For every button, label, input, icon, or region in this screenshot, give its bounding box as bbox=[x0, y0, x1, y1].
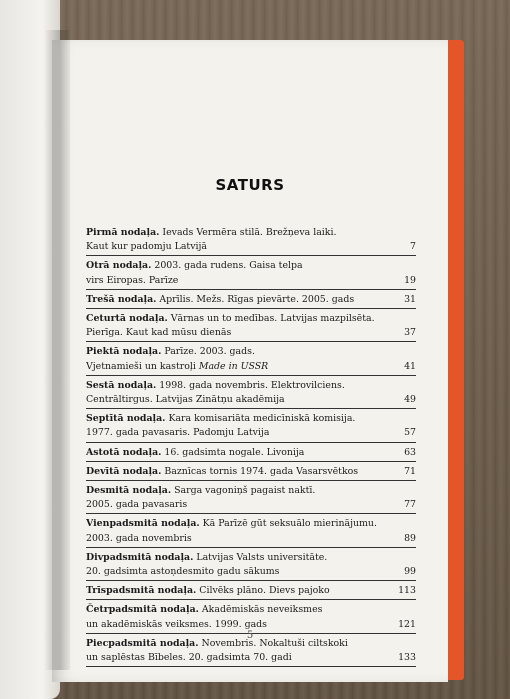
chapter-title-line: Aprīlis. Mežs. Rīgas pievārte. 2005. gads bbox=[159, 293, 355, 305]
toc-line bbox=[86, 517, 416, 531]
chapter-title-line: Sarga vagoniņš pagaist naktī. bbox=[174, 485, 316, 497]
page-ref: 77 bbox=[404, 499, 416, 511]
toc-line bbox=[86, 393, 416, 407]
chapter-title-line: Kā Parīzē gūt seksuālo mierinājumu. bbox=[202, 518, 377, 530]
chapter-label: Septītā nodaļa. bbox=[86, 413, 166, 425]
toc-line bbox=[86, 446, 416, 460]
chapter-label: Sestā nodaļa. bbox=[86, 379, 157, 391]
toc-entry bbox=[86, 637, 416, 667]
page-ref: 63 bbox=[404, 446, 416, 458]
toc-line bbox=[86, 274, 416, 288]
toc-line bbox=[86, 532, 416, 546]
toc-line bbox=[86, 345, 416, 359]
chapter-label: Vienpadsmitā nodaļa. bbox=[86, 518, 200, 530]
toc-line bbox=[86, 465, 416, 479]
toc-line bbox=[86, 412, 416, 426]
chapter-label: Piecpadsmitā nodaļa. bbox=[86, 637, 199, 649]
chapter-title-line: Novembris. Nokaltuši ciltskoki bbox=[201, 637, 348, 649]
page-ref: 71 bbox=[404, 465, 416, 477]
chapter-label: Piektā nodaļa. bbox=[86, 346, 162, 358]
book-page bbox=[52, 40, 448, 682]
chapter-label: Trīspadsmitā nodaļa. bbox=[86, 585, 197, 597]
toc-entry bbox=[86, 412, 416, 442]
chapter-label: Devītā nodaļa. bbox=[86, 465, 162, 477]
toc-entry bbox=[86, 259, 416, 289]
page-ref: 7 bbox=[410, 241, 416, 253]
chapter-title-line: Cilvēks plānо. Dievs pajoko bbox=[199, 585, 330, 597]
table-of-contents bbox=[86, 226, 416, 670]
chapter-title-line: un akadēmiskās veiksmes. 1999. gads bbox=[86, 618, 267, 630]
chapter-title-line: 2003. gada rudens. Gaisa telpa bbox=[154, 260, 303, 272]
chapter-title-line: un saplēstas Bībeles. 20. gadsimta 70. gadi bbox=[86, 652, 292, 664]
page-ref: 57 bbox=[404, 427, 416, 439]
page-ref: 113 bbox=[398, 585, 416, 597]
chapter-title-line: 1977. gada pavasaris. Padomju Latvija bbox=[86, 427, 270, 439]
page-ref: 37 bbox=[404, 327, 416, 339]
toc-entry bbox=[86, 345, 416, 375]
toc-line bbox=[86, 326, 416, 340]
chapter-title-line: 16. gadsimta nogale. Livonija bbox=[164, 446, 305, 458]
toc-entry bbox=[86, 465, 416, 481]
chapter-title-line: 2005. gada pavasaris bbox=[86, 499, 188, 511]
chapter-title-line: Centrāltirgus. Latvijas Zinātņu akadēmija bbox=[86, 394, 285, 406]
toc-line bbox=[86, 565, 416, 579]
toc-entry bbox=[86, 446, 416, 462]
page-ref: 49 bbox=[404, 394, 416, 406]
page-ref: 19 bbox=[404, 274, 416, 286]
chapter-title-line: Latvijas Valsts universitāte. bbox=[196, 551, 328, 563]
toc-line bbox=[86, 651, 416, 665]
page-ref: 133 bbox=[398, 652, 416, 664]
toc-line bbox=[86, 498, 416, 512]
page-ref: 41 bbox=[404, 360, 416, 372]
page-ref: 121 bbox=[398, 618, 416, 630]
chapter-label: Otrā nodaļa. bbox=[86, 260, 152, 272]
chapter-title-line: Akadēmiskās neveiksmes bbox=[201, 604, 323, 616]
toc-entry bbox=[86, 379, 416, 409]
page-number: 5 bbox=[246, 630, 254, 641]
toc-line bbox=[86, 240, 416, 254]
toc-entry bbox=[86, 484, 416, 514]
toc-line bbox=[86, 551, 416, 565]
toc-entry bbox=[86, 293, 416, 309]
chapter-title-line: virs Eiropas. Parīze bbox=[86, 274, 179, 286]
toc-line bbox=[86, 360, 416, 374]
chapter-title-line: 20. gadsimta astoņdesmito gadu sākums bbox=[86, 566, 280, 578]
page-ref: 31 bbox=[404, 293, 416, 305]
chapter-label: Trešā nodaļa. bbox=[86, 293, 157, 305]
chapter-title-line: Ievads Vermēra stilā. Brežņeva laiki. bbox=[162, 227, 337, 238]
toc-entry bbox=[86, 312, 416, 342]
toc-line bbox=[86, 379, 416, 393]
toc-line bbox=[86, 293, 416, 307]
toc-line bbox=[86, 312, 416, 326]
chapter-title-line: 2003. gada novembris bbox=[86, 532, 192, 544]
toc-entry bbox=[86, 551, 416, 581]
chapter-title-line: Kara komisariāta medicīniskā komisija. bbox=[168, 413, 356, 425]
page-title: SATURS bbox=[215, 176, 285, 194]
toc-entry bbox=[86, 226, 416, 256]
toc-entry bbox=[86, 517, 416, 547]
book-gutter-shadow bbox=[44, 30, 70, 670]
chapter-label: Ceturtā nodaļa. bbox=[86, 313, 168, 325]
toc-line bbox=[86, 603, 416, 617]
chapter-title-line: Vārnas un to medības. Latvijas mazpilsēta. bbox=[170, 313, 375, 325]
toc-line bbox=[86, 226, 416, 240]
chapter-title-line: 1998. gada novembris. Elektrovilciens. bbox=[159, 379, 345, 391]
chapter-title-line: Vjetnamieši un kastroļi Made in USSR bbox=[86, 360, 269, 372]
chapter-label: Pirmā nodaļa. bbox=[86, 227, 160, 238]
page-ref: 99 bbox=[404, 566, 416, 578]
chapter-title-line: Baznīcas tornis 1974. gada Vasarsvētkos bbox=[164, 465, 359, 477]
chapter-label: Desmitā nodaļa. bbox=[86, 485, 172, 497]
chapter-title-line: Parīze. 2003. gads. bbox=[164, 346, 255, 358]
chapter-label: Divpadsmitā nodaļa. bbox=[86, 551, 194, 563]
page-ref: 89 bbox=[404, 532, 416, 544]
toc-line bbox=[86, 584, 416, 598]
chapter-label: Četrpadsmitā nodaļa. bbox=[86, 604, 199, 616]
toc-entry bbox=[86, 584, 416, 600]
chapter-title-line: Kaut kur padomju Latvijā bbox=[86, 241, 207, 253]
chapter-title-line: Pierīga. Kaut kad mūsu dienās bbox=[86, 327, 232, 339]
toc-line bbox=[86, 259, 416, 273]
chapter-label: Astotā nodaļa. bbox=[86, 446, 162, 458]
toc-line bbox=[86, 426, 416, 440]
toc-line bbox=[86, 484, 416, 498]
